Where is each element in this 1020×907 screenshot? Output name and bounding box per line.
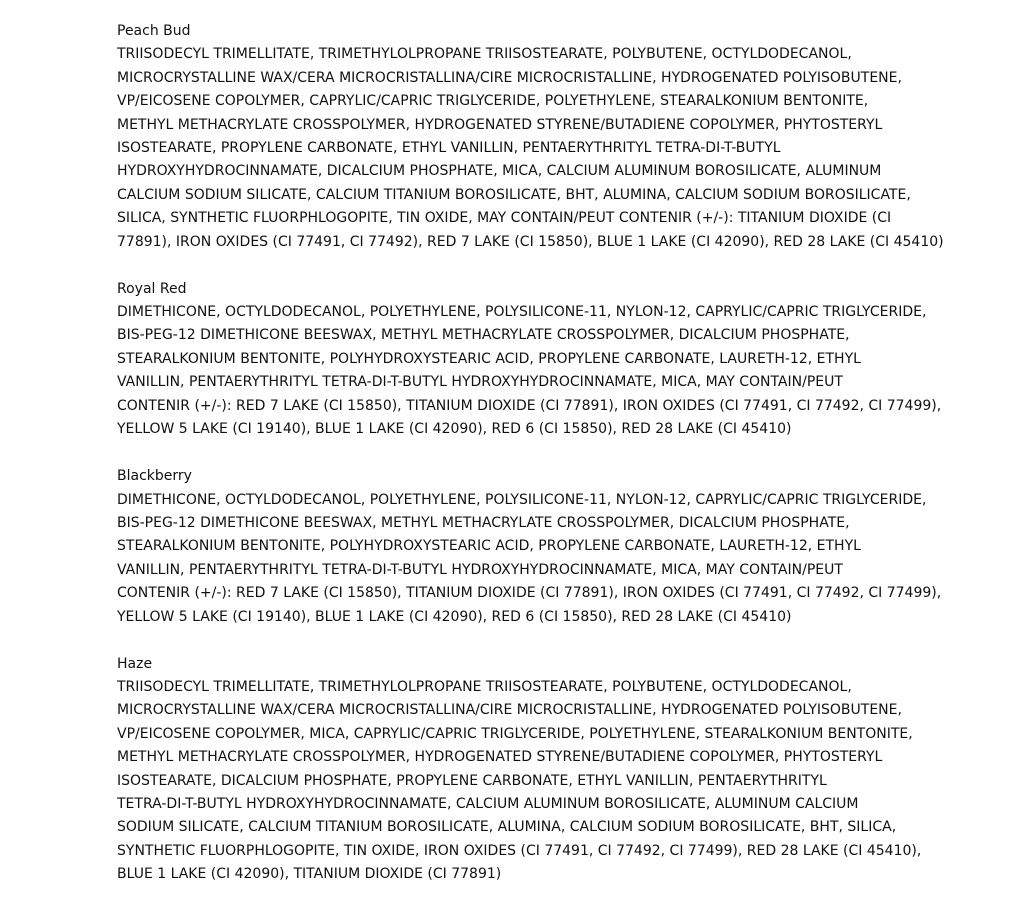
section-haze	[117, 653, 922, 887]
ingredient-line: 77891), IRON OXIDES (CI 77491, CI 77492), RED 7 LAKE (CI 15850), BLUE 1 LAKE (CI 42090), RED 28 LAKE (CI 45410)	[117, 233, 944, 250]
ingredient-list	[117, 43, 944, 254]
ingredient-line: STEARALKONIUM BENTONITE, POLYHYDROXYSTEARIC ACID, PROPYLENE CARBONATE, LAURETH-12, ETHYL	[117, 538, 861, 555]
section-title: Royal Red	[117, 280, 187, 297]
ingredient-line: TRIISODECYL TRIMELLITATE, TRIMETHYLOLPROPANE TRIISOSTEARATE, POLYBUTENE, OCTYLDODECANOL,	[117, 678, 852, 695]
ingredient-line: VANILLIN, PENTAERYTHRITYL TETRA-DI-T-BUTYL HYDROXYHYDROCINNAMATE, MICA, MAY CONTAIN/PEUT	[117, 374, 843, 391]
section-title: Haze	[117, 655, 153, 672]
ingredient-line: DIMETHICONE, OCTYLDODECANOL, POLYETHYLENE, POLYSILICONE-11, NYLON-12, CAPRYLIC/CAPRIC TRIGLYCERIDE,	[117, 491, 927, 508]
ingredient-line: ISOSTEARATE, DICALCIUM PHOSPHATE, PROPYLENE CARBONATE, ETHYL VANILLIN, PENTAERYTHRITYL	[117, 772, 827, 789]
ingredient-line: VP/EICOSENE COPOLYMER, MICA, CAPRYLIC/CAPRIC TRIGLYCERIDE, POLYETHYLENE, STEARALKONIUM BENTONITE,	[117, 725, 913, 742]
ingredient-line: BLUE 1 LAKE (CI 42090), TITANIUM DIOXIDE (CI 77891)	[117, 866, 502, 883]
ingredient-line: YELLOW 5 LAKE (CI 19140), BLUE 1 LAKE (CI 42090), RED 6 (CI 15850), RED 28 LAKE (CI 45410)	[117, 421, 792, 438]
ingredient-line: STEARALKONIUM BENTONITE, POLYHYDROXYSTEARIC ACID, PROPYLENE CARBONATE, LAURETH-12, ETHYL	[117, 350, 861, 367]
ingredient-line: BIS-PEG-12 DIMETHICONE BEESWAX, METHYL METHACRYLATE CROSSPOLYMER, DICALCIUM PHOSPHATE,	[117, 514, 850, 531]
ingredient-line: METHYL METHACRYLATE CROSSPOLYMER, HYDROGENATED STYRENE/BUTADIENE COPOLYMER, PHYTOSTERYL	[117, 116, 883, 133]
section-title: Peach Bud	[117, 23, 191, 39]
ingredient-line: METHYL METHACRYLATE CROSSPOLYMER, HYDROGENATED STYRENE/BUTADIENE COPOLYMER, PHYTOSTERYL	[117, 749, 883, 766]
ingredient-line: DIMETHICONE, OCTYLDODECANOL, POLYETHYLENE, POLYSILICONE-11, NYLON-12, CAPRYLIC/CAPRIC TRIGLYCERIDE,	[117, 304, 927, 321]
ingredient-line: MICROCRYSTALLINE WAX/CERA MICROCRISTALLINA/CIRE MICROCRISTALLINE, HYDROGENATED POLYISOBUTENE,	[117, 702, 902, 719]
ingredient-line: CALCIUM SODIUM SILICATE, CALCIUM TITANIUM BOROSILICATE, BHT, ALUMINA, CALCIUM SODIUM BOROSILICATE,	[117, 186, 911, 203]
ingredients-document	[117, 20, 944, 887]
ingredient-line: YELLOW 5 LAKE (CI 19140), BLUE 1 LAKE (CI 42090), RED 6 (CI 15850), RED 28 LAKE (CI 45410)	[117, 608, 792, 625]
ingredient-list	[117, 489, 942, 629]
ingredient-line: SILICA, SYNTHETIC FLUORPHLOGOPITE, TIN OXIDE, MAY CONTAIN/PEUT CONTENIR (+/-): TITANIUM DIOXIDE (CI	[117, 210, 892, 227]
ingredient-line: TETRA-DI-T-BUTYL HYDROXYHYDROCINNAMATE, CALCIUM ALUMINUM BOROSILICATE, ALUMINUM CALCIUM	[117, 795, 859, 812]
section-peach-bud	[117, 20, 944, 254]
ingredient-line: ISOSTEARATE, PROPYLENE CARBONATE, ETHYL VANILLIN, PENTAERYTHRITYL TETRA-DI-T-BUTYL	[117, 140, 781, 157]
section-blackberry	[117, 465, 942, 629]
ingredient-list	[117, 676, 922, 887]
ingredient-line: CONTENIR (+/-): RED 7 LAKE (CI 15850), TITANIUM DIOXIDE (CI 77891), IRON OXIDES (CI 77491, CI 77492, CI 77499),	[117, 585, 942, 602]
ingredient-line: TRIISODECYL TRIMELLITATE, TRIMETHYLOLPROPANE TRIISOSTEARATE, POLYBUTENE, OCTYLDODECANOL,	[117, 46, 852, 63]
ingredient-list	[117, 301, 942, 441]
ingredient-line: VANILLIN, PENTAERYTHRITYL TETRA-DI-T-BUTYL HYDROXYHYDROCINNAMATE, MICA, MAY CONTAIN/PEUT	[117, 561, 843, 578]
ingredient-line: BIS-PEG-12 DIMETHICONE BEESWAX, METHYL METHACRYLATE CROSSPOLYMER, DICALCIUM PHOSPHATE,	[117, 327, 850, 344]
ingredient-line: VP/EICOSENE COPOLYMER, CAPRYLIC/CAPRIC TRIGLYCERIDE, POLYETHYLENE, STEARALKONIUM BENTONITE,	[117, 93, 869, 110]
ingredient-line: SODIUM SILICATE, CALCIUM TITANIUM BOROSILICATE, ALUMINA, CALCIUM SODIUM BOROSILICATE, BHT, SILICA,	[117, 819, 897, 836]
ingredient-line: SYNTHETIC FLUORPHLOGOPITE, TIN OXIDE, IRON OXIDES (CI 77491, CI 77492, CI 77499), RED 28 LAKE (CI 45410),	[117, 842, 922, 859]
ingredient-line: CONTENIR (+/-): RED 7 LAKE (CI 15850), TITANIUM DIOXIDE (CI 77891), IRON OXIDES (CI 77491, CI 77492, CI 77499),	[117, 397, 942, 414]
section-title: Blackberry	[117, 468, 192, 485]
ingredient-line: HYDROXYHYDROCINNAMATE, DICALCIUM PHOSPHATE, MICA, CALCIUM ALUMINUM BOROSILICATE, ALUMINUM	[117, 163, 882, 180]
section-royal-red	[117, 278, 942, 442]
ingredient-line: MICROCRYSTALLINE WAX/CERA MICROCRISTALLINA/CIRE MICROCRISTALLINE, HYDROGENATED POLYISOBUTENE,	[117, 69, 902, 86]
